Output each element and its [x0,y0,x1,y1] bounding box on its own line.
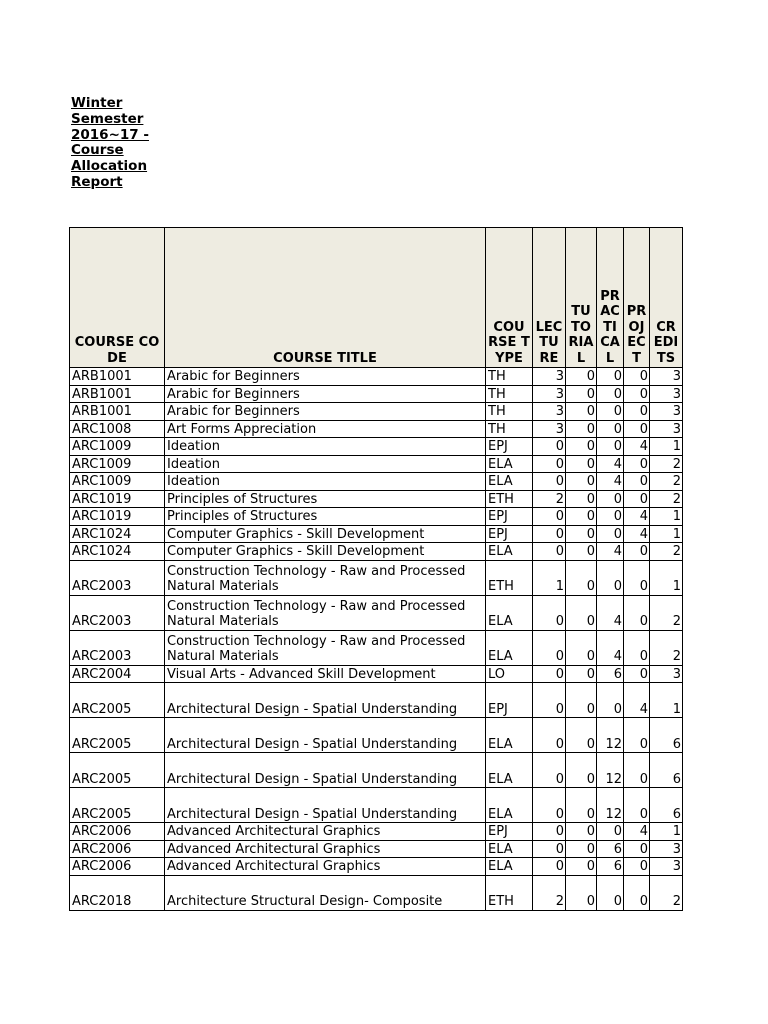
lecture-cell: 0 [533,753,566,788]
course-type-cell: ELA [486,595,533,630]
tutorial-cell: 0 [566,490,597,508]
project-cell: 0 [624,403,650,421]
course-title-cell: Arabic for Beginners [165,403,486,421]
course-type-cell: ELA [486,630,533,665]
header-course-type: COU RSE TYPE [486,228,533,368]
table-row [70,403,683,421]
course-title-cell: Ideation [165,473,486,491]
table-row [70,508,683,526]
course-code-cell: ARC2003 [70,560,165,595]
course-type-cell: TH [486,368,533,386]
tutorial-cell: 0 [566,543,597,561]
project-cell: 4 [624,508,650,526]
practical-cell: 12 [597,753,624,788]
tutorial-cell: 0 [566,630,597,665]
project-cell: 0 [624,840,650,858]
course-title-cell: Computer Graphics - Skill Development [165,525,486,543]
course-type-cell: TH [486,403,533,421]
practical-cell: 12 [597,788,624,823]
project-cell: 4 [624,823,650,841]
credits-cell: 1 [650,683,683,718]
table-row [70,525,683,543]
practical-cell: 0 [597,403,624,421]
lecture-cell: 3 [533,368,566,386]
course-code-cell: ARC2005 [70,753,165,788]
course-type-cell: LO [486,665,533,683]
course-title-cell: Architectural Design - Spatial Understanding [165,753,486,788]
lecture-cell: 0 [533,525,566,543]
table-row [70,560,683,595]
course-title-cell: Computer Graphics - Skill Development [165,543,486,561]
project-cell: 0 [624,455,650,473]
credits-cell: 3 [650,858,683,876]
tutorial-cell: 0 [566,368,597,386]
lecture-cell: 0 [533,508,566,526]
tutorial-cell: 0 [566,788,597,823]
table-row [70,630,683,665]
table-row [70,385,683,403]
project-cell: 0 [624,385,650,403]
tutorial-cell: 0 [566,420,597,438]
table-row [70,718,683,753]
tutorial-cell: 0 [566,875,597,910]
project-cell: 4 [624,438,650,456]
practical-cell: 0 [597,683,624,718]
course-type-cell: ETH [486,560,533,595]
practical-cell: 0 [597,385,624,403]
practical-cell: 0 [597,560,624,595]
credits-cell: 2 [650,455,683,473]
course-code-cell: ARC1009 [70,438,165,456]
practical-cell: 0 [597,420,624,438]
project-cell: 0 [624,473,650,491]
practical-cell: 0 [597,490,624,508]
lecture-cell: 0 [533,683,566,718]
course-title-cell: Architecture Structural Design- Composite [165,875,486,910]
lecture-cell: 3 [533,385,566,403]
table-body [70,368,683,911]
practical-cell: 12 [597,718,624,753]
course-title-cell: Arabic for Beginners [165,385,486,403]
project-cell: 0 [624,630,650,665]
tutorial-cell: 0 [566,455,597,473]
course-type-cell: ETH [486,875,533,910]
credits-cell: 6 [650,788,683,823]
lecture-cell: 3 [533,420,566,438]
course-code-cell: ARC1009 [70,455,165,473]
practical-cell: 0 [597,525,624,543]
course-code-cell: ARB1001 [70,403,165,421]
tutorial-cell: 0 [566,753,597,788]
lecture-cell: 2 [533,875,566,910]
practical-cell: 6 [597,840,624,858]
tutorial-cell: 0 [566,508,597,526]
credits-cell: 1 [650,508,683,526]
header-tutorial: TU TO RIA L [566,228,597,368]
course-type-cell: TH [486,385,533,403]
header-practical: PR AC TI CA L [597,228,624,368]
report-title [71,96,181,191]
project-cell: 0 [624,560,650,595]
credits-cell: 3 [650,665,683,683]
credits-cell: 1 [650,560,683,595]
tutorial-cell: 0 [566,665,597,683]
project-cell: 0 [624,543,650,561]
course-code-cell: ARB1001 [70,368,165,386]
lecture-cell: 0 [533,788,566,823]
course-type-cell: EPJ [486,525,533,543]
header-course-title: COURSE TITLE [165,228,486,368]
report-title-line: Allocation [71,158,148,175]
tutorial-cell: 0 [566,595,597,630]
table-row [70,595,683,630]
project-cell: 0 [624,718,650,753]
credits-cell: 6 [650,753,683,788]
header-credits: CR EDI TS [650,228,683,368]
course-code-cell: ARC2003 [70,595,165,630]
course-type-cell: ELA [486,840,533,858]
practical-cell: 4 [597,543,624,561]
project-cell: 0 [624,595,650,630]
course-code-cell: ARC1024 [70,543,165,561]
course-title-cell: Principles of Structures [165,508,486,526]
course-title-cell: Ideation [165,455,486,473]
credits-cell: 1 [650,438,683,456]
tutorial-cell: 0 [566,560,597,595]
table-row [70,753,683,788]
report-title-line: Report [71,173,123,190]
project-cell: 0 [624,420,650,438]
tutorial-cell: 0 [566,403,597,421]
header-course-code: COURSE CODE [70,228,165,368]
project-cell: 0 [624,788,650,823]
lecture-cell: 0 [533,630,566,665]
table-row [70,875,683,910]
lecture-cell: 0 [533,455,566,473]
course-type-cell: EPJ [486,683,533,718]
report-title-line: 2016~17 - [71,126,149,143]
course-title-cell: Advanced Architectural Graphics [165,840,486,858]
tutorial-cell: 0 [566,438,597,456]
lecture-cell: 0 [533,840,566,858]
project-cell: 0 [624,875,650,910]
practical-cell: 4 [597,595,624,630]
course-code-cell: ARC1009 [70,473,165,491]
project-cell: 0 [624,858,650,876]
course-title-cell: Architectural Design - Spatial Understanding [165,788,486,823]
credits-cell: 2 [650,543,683,561]
course-type-cell: TH [486,420,533,438]
table-row [70,823,683,841]
course-title-cell: Construction Technology - Raw and Processed Natural Materials [165,630,486,665]
credits-cell: 1 [650,525,683,543]
practical-cell: 0 [597,823,624,841]
course-code-cell: ARC2004 [70,665,165,683]
practical-cell: 0 [597,508,624,526]
tutorial-cell: 0 [566,858,597,876]
credits-cell: 2 [650,595,683,630]
practical-cell: 4 [597,630,624,665]
header-row [70,228,683,368]
course-type-cell: EPJ [486,438,533,456]
project-cell: 4 [624,683,650,718]
course-code-cell: ARB1001 [70,385,165,403]
table-row [70,455,683,473]
course-type-cell: ETH [486,490,533,508]
course-code-cell: ARC1019 [70,490,165,508]
tutorial-cell: 0 [566,840,597,858]
course-title-cell: Ideation [165,438,486,456]
practical-cell: 6 [597,665,624,683]
practical-cell: 4 [597,473,624,491]
lecture-cell: 0 [533,718,566,753]
lecture-cell: 0 [533,438,566,456]
course-type-cell: ELA [486,858,533,876]
tutorial-cell: 0 [566,683,597,718]
report-title-line: Semester [71,110,144,127]
project-cell: 0 [624,368,650,386]
project-cell: 4 [624,525,650,543]
header-project: PR OJ EC T [624,228,650,368]
lecture-cell: 0 [533,823,566,841]
course-code-cell: ARC2006 [70,858,165,876]
table-row [70,683,683,718]
course-title-cell: Construction Technology - Raw and Processed Natural Materials [165,560,486,595]
table-row [70,788,683,823]
tutorial-cell: 0 [566,385,597,403]
table-row [70,420,683,438]
lecture-cell: 3 [533,403,566,421]
lecture-cell: 1 [533,560,566,595]
course-type-cell: EPJ [486,508,533,526]
course-title-cell: Arabic for Beginners [165,368,486,386]
header-lecture: LEC TU RE [533,228,566,368]
course-code-cell: ARC2006 [70,823,165,841]
credits-cell: 6 [650,718,683,753]
practical-cell: 0 [597,438,624,456]
course-title-cell: Advanced Architectural Graphics [165,823,486,841]
credits-cell: 2 [650,490,683,508]
course-code-cell: ARC1008 [70,420,165,438]
course-type-cell: ELA [486,753,533,788]
course-code-cell: ARC2003 [70,630,165,665]
course-code-cell: ARC2005 [70,718,165,753]
course-title-cell: Art Forms Appreciation [165,420,486,438]
table-row [70,473,683,491]
course-type-cell: ELA [486,455,533,473]
lecture-cell: 0 [533,595,566,630]
practical-cell: 0 [597,875,624,910]
credits-cell: 2 [650,875,683,910]
course-code-cell: ARC2006 [70,840,165,858]
course-type-cell: ELA [486,788,533,823]
tutorial-cell: 0 [566,823,597,841]
practical-cell: 0 [597,368,624,386]
course-code-cell: ARC2005 [70,683,165,718]
credits-cell: 3 [650,840,683,858]
course-title-cell: Construction Technology - Raw and Processed Natural Materials [165,595,486,630]
credits-cell: 3 [650,368,683,386]
table-row [70,368,683,386]
course-code-cell: ARC1024 [70,525,165,543]
credits-cell: 2 [650,630,683,665]
course-title-cell: Architectural Design - Spatial Understanding [165,683,486,718]
table-row [70,490,683,508]
table-row [70,858,683,876]
course-code-cell: ARC2005 [70,788,165,823]
table-row [70,543,683,561]
course-code-cell: ARC2018 [70,875,165,910]
course-type-cell: ELA [486,473,533,491]
lecture-cell: 0 [533,665,566,683]
course-title-cell: Advanced Architectural Graphics [165,858,486,876]
lecture-cell: 0 [533,858,566,876]
table-row [70,438,683,456]
course-type-cell: ELA [486,718,533,753]
practical-cell: 4 [597,455,624,473]
tutorial-cell: 0 [566,473,597,491]
report-title-line: Winter [71,95,123,111]
practical-cell: 6 [597,858,624,876]
course-title-cell: Principles of Structures [165,490,486,508]
credits-cell: 3 [650,385,683,403]
project-cell: 0 [624,665,650,683]
credits-cell: 1 [650,823,683,841]
credits-cell: 3 [650,403,683,421]
report-title-line: Course [71,142,124,159]
tutorial-cell: 0 [566,525,597,543]
course-type-cell: ELA [486,543,533,561]
credits-cell: 3 [650,420,683,438]
course-title-cell: Visual Arts - Advanced Skill Development [165,665,486,683]
lecture-cell: 0 [533,473,566,491]
course-type-cell: EPJ [486,823,533,841]
project-cell: 0 [624,490,650,508]
lecture-cell: 0 [533,543,566,561]
course-code-cell: ARC1019 [70,508,165,526]
lecture-cell: 2 [533,490,566,508]
course-allocation-table [69,227,683,911]
course-title-cell: Architectural Design - Spatial Understanding [165,718,486,753]
tutorial-cell: 0 [566,718,597,753]
credits-cell: 2 [650,473,683,491]
project-cell: 0 [624,753,650,788]
table-row [70,840,683,858]
table-row [70,665,683,683]
